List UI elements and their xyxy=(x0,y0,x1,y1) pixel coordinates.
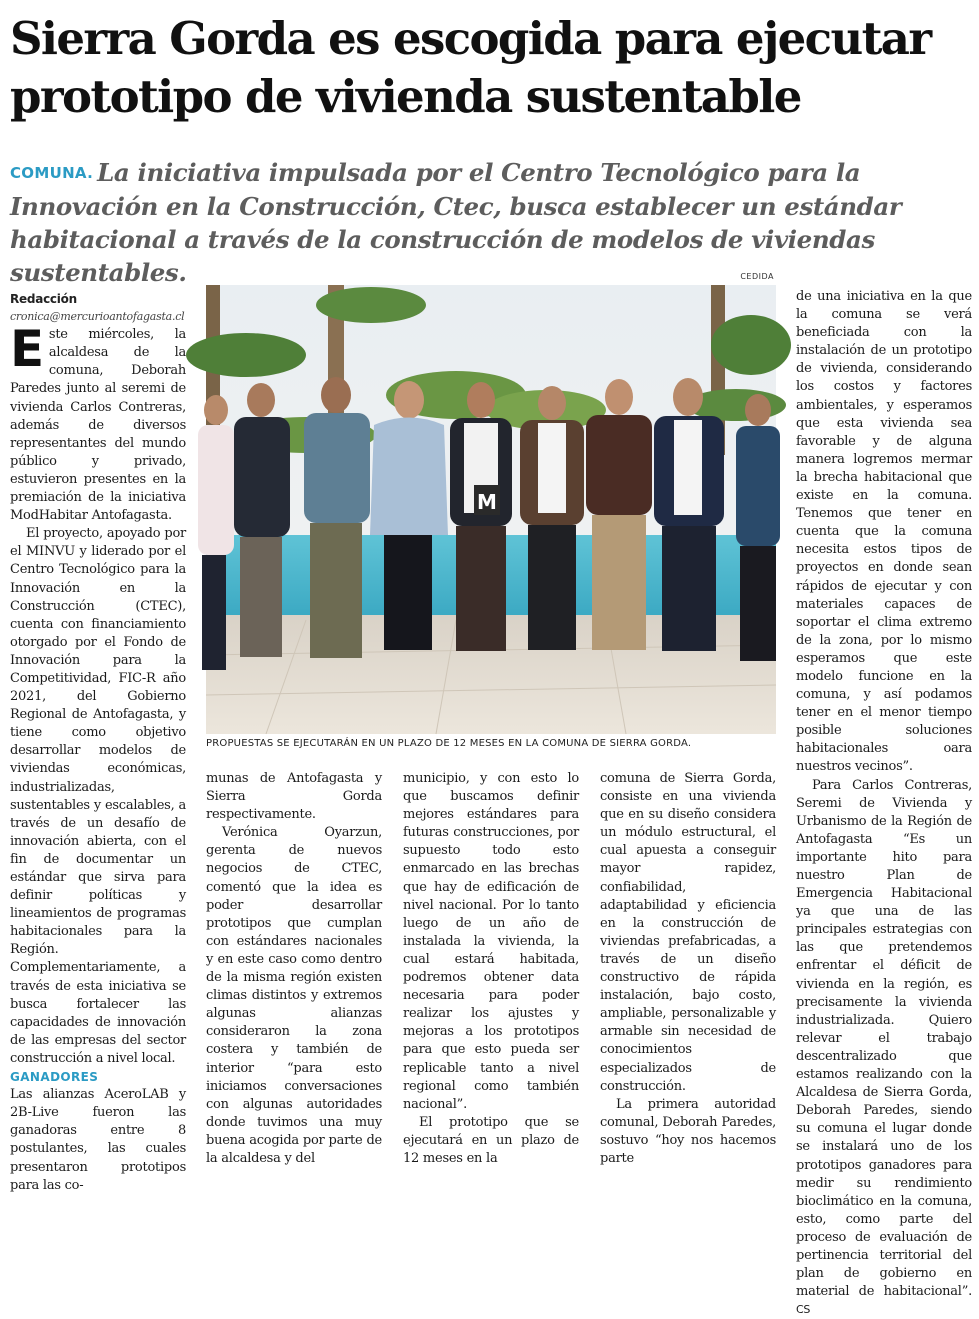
column-4 xyxy=(600,770,776,1166)
paragraph-text: Para Carlos Contreras, Seremi de Vivienda y Urbanismo de la Región de Antofagasta “Es un importante hito para nuestro Plan de Emergencia Habitacional ya que una de las principales estrategias con las que pretendemos enfrentar el déficit de vivienda en la región, es precisamente la vivienda industrializada. Quiero relevar el trabajo descentralizado que estamos realizando con la Alcaldesa de Sierra Gorda, Deborah Paredes, siendo su comuna el lugar donde se instalará uno de los prototipos ganadores para medir su rendimiento bioclimático en la comuna, esto, como parte del proceso de evaluación de pertinencia territorial del plan de gobierno en material de habitacional”. xyxy=(796,777,972,1300)
person xyxy=(654,378,724,651)
dropcap: E xyxy=(10,320,44,379)
paragraph: Verónica Oyarzun, gerenta de nuevos negocios de CTEC, comentó que la idea es poder desarrollar prototipos que cumplan con estándares nacionales y en este caso como dentro de la misma región existen climas distintos y extremos algunas alianzas consideraron la zona costera y también de interior “para esto iniciamos conversaciones con algunas autoridades donde tuvimos una muy buena acogida por parte de la alcaldesa y del xyxy=(206,825,382,1166)
column-3 xyxy=(403,770,579,1166)
byline-author: Redacción xyxy=(10,292,77,306)
paragraph: El proyecto, apoyado por el MINVU y liderado por el Centro Tecnológico para la Innovación en la Construcción (CTEC), cuenta con financiamiento otorgado por el Fondo de Innovación para la Competitividad, FIC-R año 2021, del Gobierno Regional de Antofagasta, y tiene como objetivo desarrollar modelos de viviendas económicas, industrializadas, sustentables y escalables, a través de un desafío de innovación abierta, con el fin de documentar un estándar que sirva para definir políticas y lineamientos de programas habitacionales para la Región. Complementariamente, a través de esta iniciativa se busca fortalecer las capacidades de innovación de las empresas del sector construcción a nivel local. xyxy=(10,526,186,1066)
photo-caption: PROPUESTAS SE EJECUTARÁN EN UN PLAZO DE 12 MESES EN LA COMUNA DE SIERRA GORDA. xyxy=(206,738,692,749)
group-photo xyxy=(206,285,776,734)
person xyxy=(234,383,290,657)
photo xyxy=(206,272,776,734)
column-1 xyxy=(10,290,186,1193)
paragraph: municipio, y con esto lo que buscamos definir mejores estándares para futuras construcciones, por supuesto todo esto enmarcado en las brechas que hay de edificación de nivel nacional. Por lo tanto luego de un año de instalada la vivienda, la cual estará habitada, podremos obtener data necesaria para poder realizar los ajustes y mejoras a los prototipos para que esto pueda ser replicable tanto a nivel regional como también nacional”. xyxy=(403,771,579,1112)
paragraph: munas de Antofagasta y Sierra Gorda respectivamente. xyxy=(206,771,382,823)
paragraph xyxy=(796,777,972,1319)
end-mark: CS xyxy=(796,1303,811,1317)
photo-credit: CEDIDA xyxy=(740,272,774,281)
paragraph xyxy=(10,320,186,525)
person xyxy=(520,386,584,650)
paragraph: comuna de Sierra Gorda, consiste en una vivienda que en su diseño considera un módulo estructural, el cual apuesta a conseguir mayor rapidez, confiabilidad, adaptabilidad y eficiencia en la construcción de viviendas prefabricadas, a través de un diseño constructivo de rápida instalación, bajo costo, ampliable, personalizable y armable sin necesidad de conocimientos especializados de construcción. xyxy=(600,771,776,1094)
person xyxy=(450,382,512,651)
paragraph: de una iniciativa en la que la comuna se verá beneficiada con la instalación de un prototipo de vivienda, considerando los costos y factores ambientales, y esperamos que esta vivienda sea favorable y de alguna manera logremos mermar la brecha habitacional que existe en la comuna. Tenemos que tener en cuenta que la comuna necesita estos tipos de proyectos en donde sean rápidos de ejecutar y con materiales capaces de soportar el clima extremo de la zona, por lo mismo esperamos que este modelo funcione en la comuna, y así podamos tener en el menor tiempo posible soluciones habitacionales oara nuestros vecinos”. xyxy=(796,289,972,775)
svg-text:M: M xyxy=(477,490,497,514)
column-2 xyxy=(206,770,382,1166)
byline-email[interactable]: cronica@mercurioantofagasta.cl xyxy=(10,310,185,324)
section-label: COMUNA. xyxy=(10,164,94,182)
subhead-ganadores: GANADORES xyxy=(10,1070,99,1085)
deck-text: La iniciativa impulsada por el Centro Tecnológico para la Innovación en la Construcción, Ctec, busca establecer un estándar habitacional a través de la construcción de modelos de viviendas sustentables. xyxy=(10,158,902,287)
headline: Sierra Gorda es escogida para ejecutar prototipo de vivienda sustentable xyxy=(10,12,931,123)
person xyxy=(304,377,370,658)
paragraph: Las alianzas AceroLAB y 2B-Live fueron las ganadoras entre 8 postulantes, las cuales presentaron prototipos para las co- xyxy=(10,1087,186,1193)
deck xyxy=(10,156,972,289)
paragraph: La primera autoridad comunal, Deborah Paredes, sostuvo “hoy nos hacemos parte xyxy=(600,1096,776,1166)
paragraph-text: ste miércoles, la alcaldesa de la comuna, Deborah Paredes junto al seremi de vivienda Carlos Contreras, además de diversos representantes del mundo público y privado, estuvieron presentes en la premiación de la iniciativa ModHabitar Antofagasta. xyxy=(10,327,186,524)
column-5 xyxy=(796,288,972,1317)
paragraph: El prototipo que se ejecutará en un plazo de 12 meses en la xyxy=(403,1114,579,1166)
person xyxy=(586,379,652,650)
person xyxy=(736,394,780,661)
